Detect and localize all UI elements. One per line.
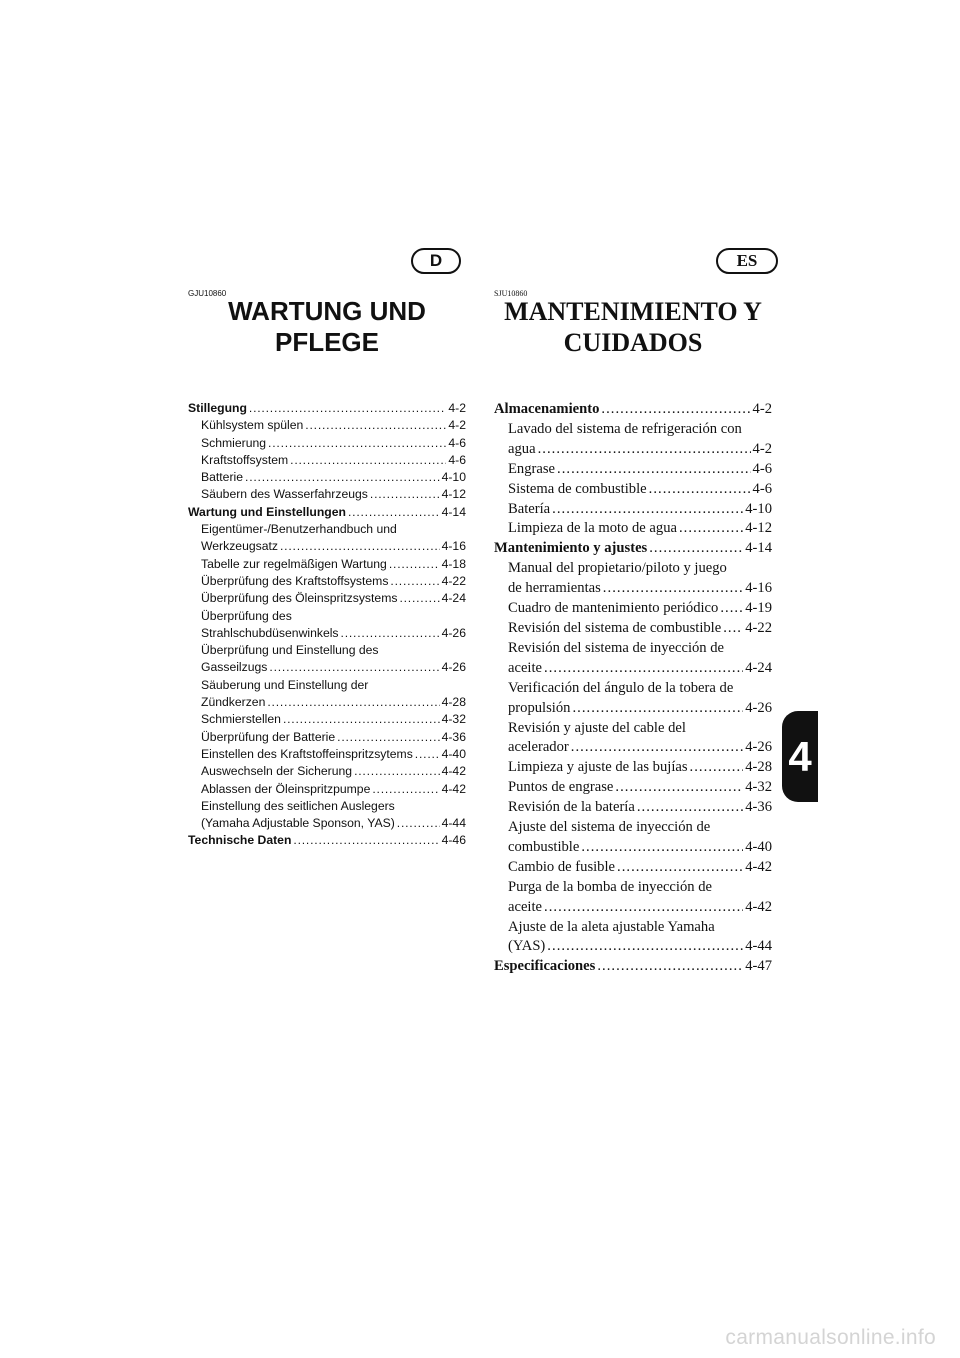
- toc-entry-label: propulsión: [508, 699, 571, 716]
- toc-section-entry[interactable]: [188, 400, 466, 417]
- toc-entry[interactable]: [188, 711, 466, 728]
- toc-dot-leader: [415, 746, 440, 763]
- toc-entry[interactable]: [494, 798, 772, 818]
- chapter-title-de-line1: WARTUNG UND: [228, 296, 426, 326]
- toc-entry-label: Ablassen der Öleinspritzpumpe: [201, 781, 371, 796]
- toc-dot-leader: [649, 480, 751, 500]
- toc-page-number: 4-16: [745, 580, 772, 597]
- toc-page-number: 4-6: [752, 480, 772, 497]
- toc-entry-label: Cambio de fusible: [508, 858, 616, 875]
- toc-entry[interactable]: [188, 763, 466, 780]
- toc-page-number: 4-2: [448, 418, 466, 433]
- toc-dot-leader: [268, 435, 446, 452]
- toc-entry-label: Einstellen des Kraftstoffeinspritzsytems: [201, 746, 413, 761]
- toc-entry[interactable]: [494, 937, 772, 957]
- toc-entry[interactable]: [494, 838, 772, 858]
- toc-entry-label: Überprüfung des Kraftstoffsystems: [201, 573, 389, 588]
- toc-page-number: 4-10: [745, 500, 772, 517]
- toc-page-number: 4-18: [441, 556, 466, 571]
- section-code-es: SJU10860: [494, 289, 528, 298]
- toc-entry-label: Mantenimiento y ajustes: [494, 540, 648, 557]
- toc-entry[interactable]: [188, 659, 466, 676]
- toc-entry-label: (Yamaha Adjustable Sponson, YAS): [201, 816, 395, 831]
- toc-entry[interactable]: [494, 460, 772, 480]
- toc-section-entry[interactable]: [494, 400, 772, 420]
- toc-entry-label: Limpieza y ajuste de las bujías: [508, 759, 688, 776]
- toc-entry-label: Zündkerzen: [201, 695, 266, 710]
- toc-page-number: 4-26: [745, 699, 772, 716]
- toc-page-number: 4-22: [441, 573, 466, 588]
- toc-entry[interactable]: [188, 573, 466, 590]
- toc-entry-label: Auswechseln der Sicherung: [201, 764, 353, 779]
- toc-page-number: 4-28: [441, 695, 466, 710]
- toc-entry[interactable]: [188, 538, 466, 555]
- toc-page-number: 4-47: [745, 958, 772, 975]
- toc-dot-leader: [267, 694, 439, 711]
- toc-page-number: 4-10: [441, 470, 466, 485]
- toc-entry[interactable]: [188, 729, 466, 746]
- toc-entry-label: Revisión del sistema de combustible: [508, 619, 722, 636]
- toc-dot-leader: [597, 957, 743, 977]
- toc-dot-leader: [249, 400, 446, 417]
- toc-dot-leader: [293, 832, 439, 849]
- toc-page-number: 4-32: [441, 712, 466, 727]
- toc-entry[interactable]: [188, 469, 466, 486]
- toc-section-entry[interactable]: [494, 957, 772, 977]
- toc-entry[interactable]: [188, 625, 466, 642]
- toc-page-number: 4-40: [745, 838, 772, 855]
- toc-entry[interactable]: [188, 694, 466, 711]
- toc-entry-label: combustible: [508, 838, 580, 855]
- toc-entry-label: Batería: [508, 500, 551, 517]
- toc-entry-label: (YAS): [508, 938, 546, 955]
- table-of-contents-de: [188, 400, 466, 850]
- toc-entry[interactable]: [188, 435, 466, 452]
- toc-entry-continued-label: Einstellung des seitlichen Auslegers: [201, 798, 395, 813]
- toc-entry-label: Limpieza de la moto de agua: [508, 520, 677, 537]
- toc-page-number: 4-2: [448, 401, 466, 415]
- toc-page-number: 4-26: [441, 625, 466, 640]
- toc-entry-continued-label: Revisión y ajuste del cable del: [508, 719, 686, 736]
- toc-dot-leader: [603, 579, 743, 599]
- toc-entry-label: Überprüfung der Batterie: [201, 729, 336, 744]
- chapter-title-es: [494, 296, 772, 358]
- toc-entry-label: Überprüfung des Öleinspritzsystems: [201, 591, 398, 606]
- toc-dot-leader: [354, 763, 440, 780]
- section-code-de: GJU10860: [188, 289, 227, 298]
- toc-dot-leader: [581, 838, 743, 858]
- toc-entry-continued-label: Ajuste del sistema de inyección de: [508, 819, 711, 836]
- toc-page-number: 4-42: [745, 858, 772, 875]
- toc-entry-continued-label: Überprüfung des: [201, 608, 292, 623]
- toc-page-number: 4-14: [441, 504, 466, 519]
- toc-entry[interactable]: [494, 858, 772, 878]
- toc-entry-label: Kühlsystem spülen: [201, 418, 304, 433]
- chapter-tab: 4: [782, 711, 818, 802]
- toc-entry[interactable]: [494, 619, 772, 639]
- toc-entry[interactable]: [494, 758, 772, 778]
- toc-page-number: 4-12: [441, 487, 466, 502]
- toc-entry[interactable]: [494, 898, 772, 918]
- toc-entry-label: Strahlschubdüsenwinkels: [201, 625, 339, 640]
- toc-entry-label: Säubern des Wasserfahrzeugs: [201, 487, 368, 502]
- toc-dot-leader: [290, 452, 446, 469]
- chapter-title-es-line2: CUIDADOS: [563, 328, 703, 358]
- toc-dot-leader: [571, 738, 743, 758]
- toc-entry-label: agua: [508, 440, 536, 457]
- toc-dot-leader: [305, 417, 446, 434]
- toc-page-number: 4-36: [745, 799, 772, 816]
- toc-entry-label: Wartung und Einstellungen: [188, 504, 346, 519]
- toc-entry-label: aceite: [508, 659, 543, 676]
- toc-entry[interactable]: [494, 699, 772, 719]
- toc-page-number: 4-26: [745, 739, 772, 756]
- toc-page-number: 4-44: [441, 816, 466, 831]
- toc-entry[interactable]: [188, 452, 466, 469]
- toc-entry-continued-label: Eigentümer-/Benutzerhandbuch und: [201, 522, 397, 537]
- toc-entry-continued-label: Überprüfung und Einstellung des: [201, 643, 379, 658]
- toc-entry[interactable]: [494, 599, 772, 619]
- toc-entry-label: Stillegung: [188, 401, 247, 415]
- toc-entry-label: Kraftstoffsystem: [201, 452, 289, 467]
- toc-entry[interactable]: [188, 556, 466, 573]
- toc-section-entry[interactable]: [188, 832, 466, 849]
- toc-dot-leader: [389, 556, 440, 573]
- language-badge-es: ES: [716, 248, 778, 274]
- toc-dot-leader: [690, 758, 744, 778]
- toc-entry-continued-label: Revisión del sistema de inyección de: [508, 639, 725, 656]
- toc-section-entry[interactable]: [494, 539, 772, 559]
- toc-dot-leader: [601, 400, 750, 420]
- chapter-title-es-line1: MANTENIMIENTO Y: [504, 297, 762, 326]
- toc-entry[interactable]: [494, 659, 772, 679]
- toc-dot-leader: [370, 486, 440, 503]
- toc-dot-leader: [617, 858, 743, 878]
- chapter-title-de-line2: PFLEGE: [274, 327, 379, 358]
- chapter-title-de: [188, 296, 466, 358]
- toc-dot-leader: [552, 500, 743, 520]
- toc-page-number: 4-24: [441, 591, 466, 606]
- toc-page-number: 4-22: [745, 619, 772, 636]
- toc-page-number: 4-42: [745, 898, 772, 915]
- toc-entry-continued-label: Lavado del sistema de refrigeración con: [508, 420, 742, 437]
- toc-dot-leader: [538, 440, 751, 460]
- toc-page-number: 4-14: [745, 540, 772, 557]
- toc-dot-leader: [544, 898, 743, 918]
- toc-page-number: 4-6: [752, 460, 772, 477]
- table-of-contents-es: [494, 400, 772, 977]
- toc-page-number: 4-32: [745, 779, 772, 796]
- toc-dot-leader: [649, 539, 743, 559]
- toc-entry-label: Sistema de combustible: [508, 480, 647, 497]
- toc-entry[interactable]: [494, 738, 772, 758]
- toc-entry-label: aceite: [508, 898, 543, 915]
- toc-entry-label: de herramientas: [508, 580, 601, 597]
- toc-entry-label: Cuadro de mantenimiento periódico: [508, 600, 719, 617]
- toc-dot-leader: [557, 460, 751, 480]
- toc-entry-continued-label: Säuberung und Einstellung der: [201, 677, 369, 692]
- toc-dot-leader: [720, 599, 743, 619]
- toc-entry[interactable]: [188, 417, 466, 434]
- toc-dot-leader: [337, 729, 439, 746]
- toc-entry[interactable]: [494, 778, 772, 798]
- toc-entry[interactable]: [494, 500, 772, 520]
- toc-page-number: 4-6: [448, 435, 466, 450]
- toc-entry-continued-label: Purga de la bomba de inyección de: [508, 878, 712, 895]
- toc-entry-label: Engrase: [508, 460, 556, 477]
- toc-entry-continued-label: Verificación del ángulo de la tobera de: [508, 679, 734, 696]
- toc-dot-leader: [390, 573, 439, 590]
- toc-entry-label: Especificaciones: [494, 958, 596, 975]
- toc-page-number: 4-28: [745, 759, 772, 776]
- toc-entry[interactable]: [188, 486, 466, 503]
- toc-section-entry[interactable]: [188, 504, 466, 521]
- toc-dot-leader: [283, 711, 440, 728]
- toc-dot-leader: [372, 781, 439, 798]
- toc-entry[interactable]: [188, 746, 466, 763]
- toc-dot-leader: [348, 504, 440, 521]
- toc-page-number: 4-6: [448, 452, 466, 467]
- toc-entry-label: Puntos de engrase: [508, 779, 614, 796]
- toc-entry-label: Batterie: [201, 470, 244, 485]
- toc-page-number: 4-12: [745, 520, 772, 537]
- toc-dot-leader: [245, 469, 440, 486]
- toc-entry-label: Revisión de la batería: [508, 799, 635, 816]
- toc-dot-leader: [723, 619, 743, 639]
- toc-entry-label: Gasseilzugs: [201, 660, 268, 675]
- toc-dot-leader: [572, 699, 743, 719]
- toc-page-number: 4-16: [441, 539, 466, 554]
- watermark: carmanualsonline.info: [725, 1326, 936, 1349]
- toc-entry-label: Schmierung: [201, 435, 267, 450]
- toc-entry[interactable]: [188, 781, 466, 798]
- toc-entry-label: Schmierstellen: [201, 712, 281, 727]
- toc-page-number: 4-24: [745, 659, 772, 676]
- toc-dot-leader: [399, 590, 439, 607]
- toc-dot-leader: [341, 625, 440, 642]
- toc-entry[interactable]: [188, 815, 466, 832]
- toc-entry-label: acelerador: [508, 739, 569, 756]
- toc-page-number: 4-26: [441, 660, 466, 675]
- toc-dot-leader: [397, 815, 440, 832]
- toc-page-number: 4-36: [441, 729, 466, 744]
- toc-dot-leader: [280, 538, 440, 555]
- toc-page-number: 4-2: [752, 401, 772, 417]
- toc-dot-leader: [269, 659, 439, 676]
- toc-page-number: 4-40: [441, 746, 466, 761]
- toc-dot-leader: [637, 798, 743, 818]
- toc-entry-label: Tabelle zur regelmäßigen Wartung: [201, 556, 387, 571]
- toc-page-number: 4-42: [441, 764, 466, 779]
- toc-page-number: 4-46: [441, 833, 466, 848]
- toc-entry-label: Werkzeugsatz: [201, 539, 278, 554]
- toc-entry[interactable]: [494, 480, 772, 500]
- toc-dot-leader: [547, 937, 743, 957]
- toc-page-number: 4-19: [745, 600, 772, 617]
- toc-entry[interactable]: [494, 440, 772, 460]
- toc-entry-continued-label: Ajuste de la aleta ajustable Yamaha: [508, 918, 715, 935]
- toc-page-number: 4-2: [752, 440, 772, 457]
- toc-entry[interactable]: [188, 590, 466, 607]
- toc-page-number: 4-42: [441, 781, 466, 796]
- toc-entry-continued-label: Manual del propietario/piloto y juego: [508, 560, 727, 577]
- toc-entry[interactable]: [494, 519, 772, 539]
- toc-dot-leader: [679, 519, 743, 539]
- language-badge-de: D: [411, 248, 461, 274]
- toc-entry[interactable]: [494, 579, 772, 599]
- toc-dot-leader: [615, 778, 743, 798]
- toc-dot-leader: [544, 659, 743, 679]
- toc-entry-label: Technische Daten: [188, 833, 292, 848]
- toc-page-number: 4-44: [745, 938, 772, 955]
- toc-entry-label: Almacenamiento: [494, 401, 600, 417]
